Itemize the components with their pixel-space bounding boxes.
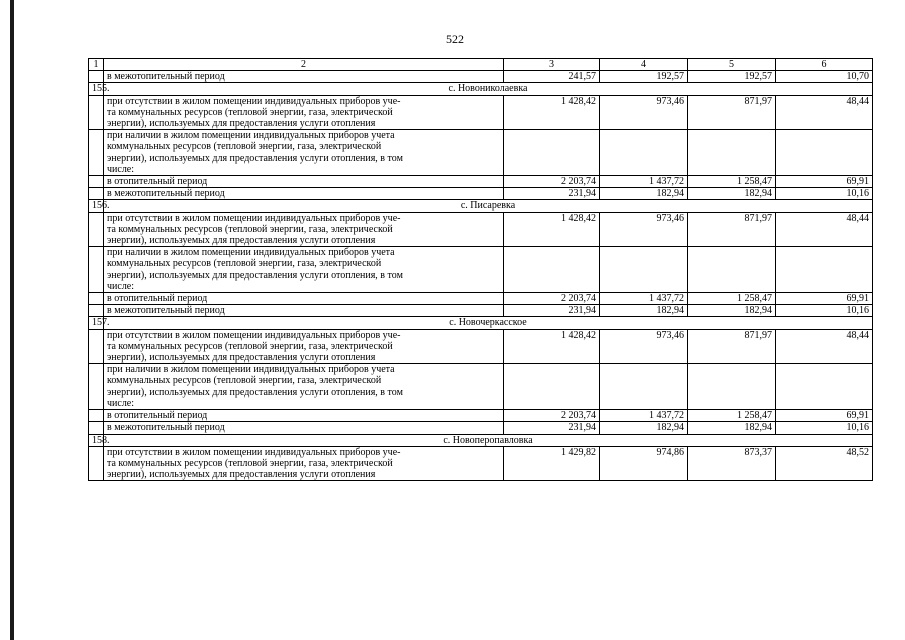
- value-col-5: 182,94: [688, 422, 776, 434]
- description-cell: при отсутствии в жилом помещении индивидуальных приборов уче- та коммунальных ресурсов (тепловой энергии, газа, электрической энергии), используемых для предоставления услуги отопления: [104, 212, 504, 247]
- index-cell: [89, 176, 104, 188]
- description-cell: при наличии в жилом помещении индивидуальных приборов учета коммунальных ресурсов (тепловой энергии, газа, электрической энергии), используемых для предоставления услуги отопления, в том числе:: [104, 247, 504, 293]
- value-col-5: 871,97: [688, 212, 776, 247]
- description-cell: при наличии в жилом помещении индивидуальных приборов учета коммунальных ресурсов (тепловой энергии, газа, электрической энергии), используемых для предоставления услуги отопления, в том числе:: [104, 130, 504, 176]
- value-col-6: 10,16: [776, 188, 873, 200]
- value-col-4: [600, 364, 688, 410]
- description-cell: в межотопительный период: [104, 188, 504, 200]
- value-col-5: 1 258,47: [688, 176, 776, 188]
- index-cell: [89, 71, 104, 83]
- settlement-name: с. Писаревка: [104, 200, 873, 212]
- header-col-6: 6: [776, 59, 873, 71]
- description-cell: при отсутствии в жилом помещении индивидуальных приборов уче- та коммунальных ресурсов (тепловой энергии, газа, электрической энергии), используемых для предоставления услуги отопления: [104, 329, 504, 364]
- settlement-number: 155.: [89, 83, 104, 95]
- value-col-4: 974,86: [600, 446, 688, 481]
- table-row: [89, 364, 873, 410]
- value-col-6: 48,44: [776, 95, 873, 130]
- value-col-5: 192,57: [688, 71, 776, 83]
- value-col-3: 2 203,74: [504, 410, 600, 422]
- index-cell: [89, 188, 104, 200]
- value-col-3: [504, 364, 600, 410]
- value-col-4: 973,46: [600, 329, 688, 364]
- header-col-2: 2: [104, 59, 504, 71]
- value-col-6: 48,52: [776, 446, 873, 481]
- scan-edge-bar: [10, 0, 14, 640]
- header-col-4: 4: [600, 59, 688, 71]
- description-cell: в межотопительный период: [104, 305, 504, 317]
- value-col-5: 1 258,47: [688, 293, 776, 305]
- tariff-table: [88, 58, 873, 481]
- table-row: [89, 305, 873, 317]
- index-cell: [89, 422, 104, 434]
- settlement-row: [89, 83, 873, 95]
- value-col-3: 1 428,42: [504, 212, 600, 247]
- value-col-4: 1 437,72: [600, 293, 688, 305]
- index-cell: [89, 293, 104, 305]
- value-col-4: 1 437,72: [600, 410, 688, 422]
- table-row: [89, 422, 873, 434]
- value-col-6: 69,91: [776, 176, 873, 188]
- value-col-5: [688, 130, 776, 176]
- value-col-6: [776, 364, 873, 410]
- value-col-4: [600, 247, 688, 293]
- settlement-number: 156.: [89, 200, 104, 212]
- value-col-4: 182,94: [600, 422, 688, 434]
- value-col-5: 182,94: [688, 305, 776, 317]
- value-col-6: 48,44: [776, 329, 873, 364]
- header-col-1: 1: [89, 59, 104, 71]
- value-col-3: 231,94: [504, 188, 600, 200]
- page-number: 522: [446, 32, 464, 46]
- value-col-4: 182,94: [600, 305, 688, 317]
- value-col-4: 192,57: [600, 71, 688, 83]
- value-col-5: 873,37: [688, 446, 776, 481]
- value-col-3: 231,94: [504, 305, 600, 317]
- description-cell: при отсутствии в жилом помещении индивидуальных приборов уче- та коммунальных ресурсов (тепловой энергии, газа, электрической энергии), используемых для предоставления услуги отопления: [104, 446, 504, 481]
- description-cell: при наличии в жилом помещении индивидуальных приборов учета коммунальных ресурсов (тепловой энергии, газа, электрической энергии), используемых для предоставления услуги отопления, в том числе:: [104, 364, 504, 410]
- table-row: [89, 71, 873, 83]
- value-col-3: 241,57: [504, 71, 600, 83]
- value-col-6: 69,91: [776, 410, 873, 422]
- value-col-3: [504, 130, 600, 176]
- value-col-5: 1 258,47: [688, 410, 776, 422]
- value-col-6: [776, 247, 873, 293]
- settlement-number: 157.: [89, 317, 104, 329]
- description-cell: в отопительный период: [104, 176, 504, 188]
- index-cell: [89, 329, 104, 364]
- value-col-6: 10,16: [776, 305, 873, 317]
- table-row: [89, 188, 873, 200]
- table-row: [89, 176, 873, 188]
- table-row: [89, 130, 873, 176]
- value-col-4: [600, 130, 688, 176]
- value-col-3: 231,94: [504, 422, 600, 434]
- description-cell: в межотопительный период: [104, 422, 504, 434]
- value-col-6: 69,91: [776, 293, 873, 305]
- settlement-row: [89, 434, 873, 446]
- value-col-6: 10,70: [776, 71, 873, 83]
- index-cell: [89, 212, 104, 247]
- value-col-6: 48,44: [776, 212, 873, 247]
- index-cell: [89, 130, 104, 176]
- table-row: [89, 446, 873, 481]
- table-row: [89, 95, 873, 130]
- index-cell: [89, 247, 104, 293]
- value-col-5: 182,94: [688, 188, 776, 200]
- table-body: [89, 71, 873, 481]
- value-col-4: 973,46: [600, 212, 688, 247]
- table-header-row: [89, 59, 873, 71]
- header-col-5: 5: [688, 59, 776, 71]
- value-col-4: 973,46: [600, 95, 688, 130]
- value-col-5: [688, 247, 776, 293]
- value-col-6: 10,16: [776, 422, 873, 434]
- value-col-3: 1 428,42: [504, 329, 600, 364]
- description-cell: при отсутствии в жилом помещении индивидуальных приборов уче- та коммунальных ресурсов (тепловой энергии, газа, электрической энергии), используемых для предоставления услуги отопления: [104, 95, 504, 130]
- value-col-5: 871,97: [688, 329, 776, 364]
- value-col-3: 2 203,74: [504, 176, 600, 188]
- index-cell: [89, 364, 104, 410]
- settlement-name: с. Новоперопавловка: [104, 434, 873, 446]
- description-cell: в отопительный период: [104, 293, 504, 305]
- value-col-5: 871,97: [688, 95, 776, 130]
- table-row: [89, 212, 873, 247]
- description-cell: в отопительный период: [104, 410, 504, 422]
- index-cell: [89, 95, 104, 130]
- settlement-name: с. Новочеркасское: [104, 317, 873, 329]
- index-cell: [89, 446, 104, 481]
- table-row: [89, 293, 873, 305]
- settlement-row: [89, 317, 873, 329]
- value-col-6: [776, 130, 873, 176]
- value-col-4: 182,94: [600, 188, 688, 200]
- description-cell: в межотопительный период: [104, 71, 504, 83]
- settlement-name: с. Новониколаевка: [104, 83, 873, 95]
- value-col-3: 2 203,74: [504, 293, 600, 305]
- table-row: [89, 247, 873, 293]
- value-col-3: 1 429,82: [504, 446, 600, 481]
- index-cell: [89, 410, 104, 422]
- value-col-4: 1 437,72: [600, 176, 688, 188]
- table-row: [89, 329, 873, 364]
- table-row: [89, 410, 873, 422]
- index-cell: [89, 305, 104, 317]
- settlement-number: 158.: [89, 434, 104, 446]
- value-col-5: [688, 364, 776, 410]
- header-col-3: 3: [504, 59, 600, 71]
- value-col-3: 1 428,42: [504, 95, 600, 130]
- settlement-row: [89, 200, 873, 212]
- value-col-3: [504, 247, 600, 293]
